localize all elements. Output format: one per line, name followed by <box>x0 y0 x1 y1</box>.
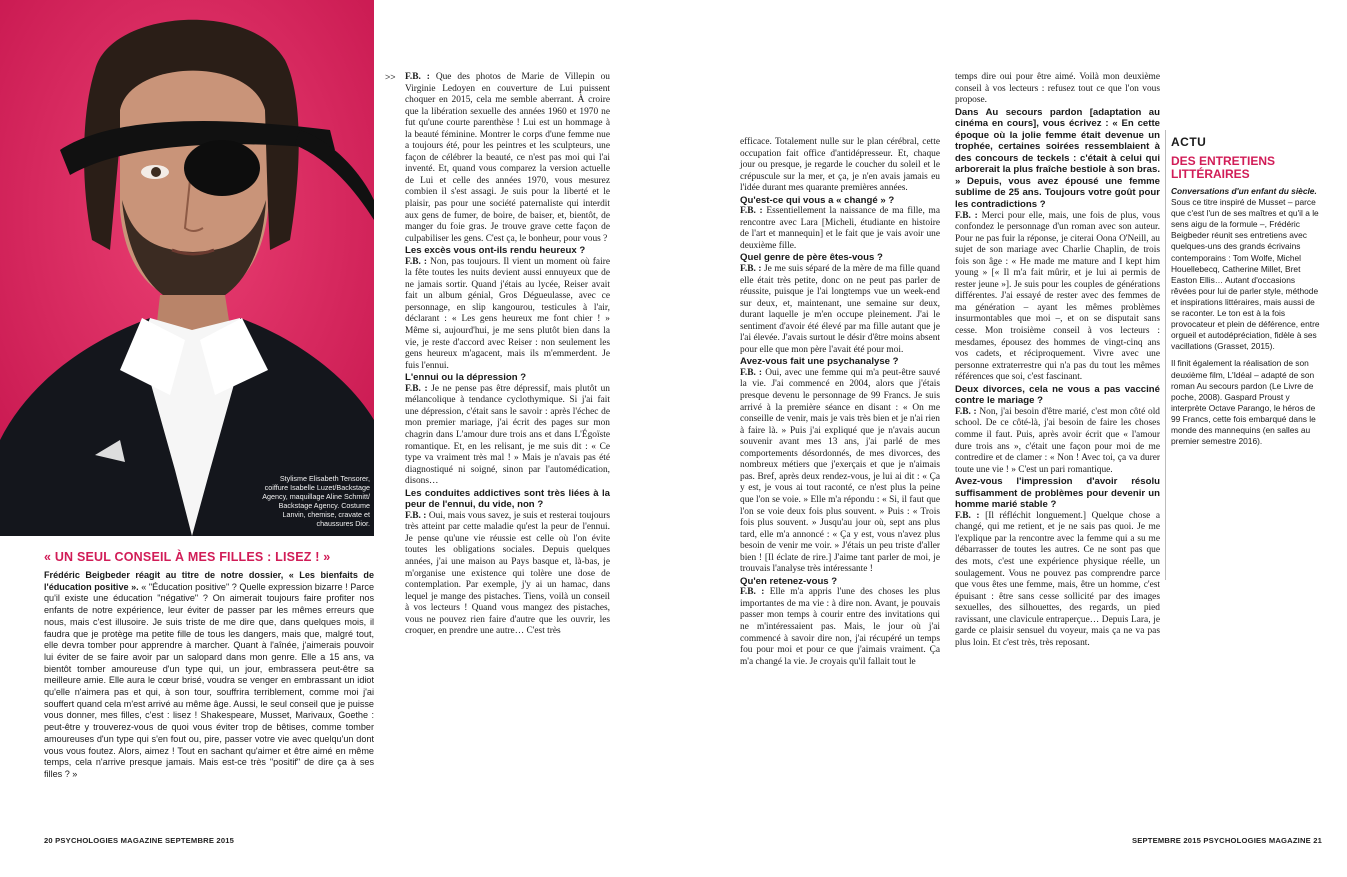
intro-text: « "Éducation positive" ? Quelle expression bizarre ! Parce qu'il existe une éducation "négative" ? On aimerait toujours faire profiter nos enfants de notre expérience, leur éviter de passer par les mêmes erreurs que nous, mais c'est illusoire. Je suis triste de me dire que, dans quelques mois, il faudra que je protège ma petite fille de tous les dangers, mais que, malgré tout, elle devra tomber pour apprendre à marcher. Quant à l'aînée, j'aimerais pouvoir lui éviter de se faire avoir par un salopard dans mon genre. Elle a 15 ans, va bientôt tomber amoureuse d'un type qui, un jour, embrassera peut-être sa meilleure amie. Elle aura le cœur brisé, voudra se venger en embrassant un idiot qu'elle n'aimera pas et qui, à son tour, souffrira terriblement, comme moi j'ai souffert quand cela m'est arrivé au même âge. Aussi, le seul conseil que je puisse vous donner, mes filles, c'est : lisez ! Shakespeare, Musset, Marivaux, Goethe : peut-être y trouverez-vous de quoi vous éviter trop de bêtises, comme tomber amoureuses d'un type qui s'en fout ou, pire, passer votre vie avec quelqu'un dont vous vous foutez. Alors, aimez ! Tout en sachant qu'aimer et être aimé en même temps, cela n'arrive presque jamais. Mais est-ce très "positif" de dire ça à ses filles ? » <box>44 581 374 779</box>
paragraph: temps dire oui pour être aimé. Voilà mon deuxième conseil à vos lecteurs : refusez tout ce que l'on vous propose. <box>955 72 1160 106</box>
answer-text: Elle m'a appris l'une des choses les plus importantes de ma vie : à dire non. Avant, je pouvais passer mon temps à courir entre des invitations qui ne m'intéressaient pas. Mais, le jour où j'ai commencé à savoir dire non, j'ai récupéré un temps fou pour moi et pour ce que j'aimais vraiment. Ça m'a changé la vie. Je croyais qu'il fallait tout le <box>740 587 940 667</box>
interview-answer <box>405 72 610 245</box>
article-column-3 <box>955 72 1160 649</box>
interview-question: L'ennui ou la dépression ? <box>405 372 527 384</box>
intro-lead: Frédéric Beigbeder réagit au titre de notre dossier, « Les bienfaits de l'éducation positive ». <box>44 570 374 592</box>
speaker-label: F.B. : <box>405 383 428 394</box>
sidebar-paragraph-1 <box>1171 186 1321 352</box>
answer-text: Merci pour elle, mais, une fois de plus, vous confondez le personnage d'un roman avec son auteur. Pour ne pas fuir la réponse, je citerai Oona O'Neill, au sujet de son mariage avec Charlie Chaplin, de trois fois son âge : « He made me mature and I kept him young » [« Il m'a fait mûrir, et je lui ai permis de rester jeune »]. Je suis pour les couples de générations différentes. J'ai essayé de rester avec des femmes de ma génération – ayant les mêmes problèmes insurmontables que moi –, et on se disputait sans cesse. Mon troisième conseil à vos lecteurs : mesdames, épousez des hommes de vingt-cinq ans vos cadets, et réciproquement. Vivre avec une personne extraterrestre qui n'a pas du tout les mêmes références que soi, c'est fascinant. <box>955 210 1160 383</box>
sidebar-title: DES ENTRETIENS LITTÉRAIRES <box>1171 154 1276 181</box>
speaker-label: F.B. : <box>955 406 977 417</box>
interview-answer <box>740 206 940 252</box>
interview-answer <box>740 264 940 356</box>
sidebar-p1-text: Sous ce titre inspiré de Musset – parce que c'est l'un de ses maîtres et qu'il a le sens aigu de la formule –, Frédéric Beigbeder réunit ses entretiens avec quelques-uns des grands écrivains contemporains : Tom Wolfe, Michel Houellebecq, Catherine Millet, Bret Easton Ellis… Autant d'occasions rêvées pour lui de parler style, méthode et inspirations littéraires, mais aussi de se raconter. Le ton est à la fois provocateur et plein de déférence, entre orgueil et autodépréciation, fidèle à ses vacillations (Grasset, 2015). <box>1171 197 1320 352</box>
footer-left: 20 PSYCHOLOGIES MAGAZINE SEPTEMBRE 2015 <box>44 836 235 845</box>
speaker-label: F.B. : <box>740 206 763 217</box>
continuation-arrows: >> <box>385 72 396 82</box>
answer-text: Je ne pense pas être dépressif, mais plutôt un mélancolique à tendance cyclothymique. Si j'ai fait une dépression, c'était sans le savoir : après l'échec de mon premier mariage, j'ai écrit des pages sur mon chagrin dans L'amour dure trois ans et dans L'Égoïste romantique. Et, en les relisant, je me suis dit : « Ce type va vraiment très mal ! » Mais je n'avais pas été diagnostiqué ni soigné, sinon par l'automédication, disons… <box>405 383 610 487</box>
answer-text: Que des photos de Marie de Villepin ou Virginie Ledoyen en couverture de Lui puissent choquer en 2015, cela me semble aberrant. À croire que la libération sexuelle des années 1960 et 1970 ne fut qu'une courte parenthèse ! Lui est un hommage à la beauté féminine. Montrer le corps d'une femme nue a toujours été, pour les peintres et les sculpteurs, une façon de célébrer la beauté, ce n'est pas moi qui l'ai inventé. Et, quand vous comparez la version actuelle de Lui et celle des années 1970, vous mesurez combien il s'est assagi. Je suis pour la liberté et le plaisir, pas pour une société paternaliste qui interdit aux gens de fumer, de boire, de baiser, et, bientôt, de manger du foie gras. Je trouve grave cette façon de culpabiliser les gens. C'est ça, le bonheur, pour vous ? <box>405 72 610 244</box>
portrait-illustration <box>0 0 374 536</box>
interview-answer <box>955 211 1160 384</box>
interview-question: Les excès vous ont-ils rendu heureux ? <box>405 245 586 257</box>
interview-question: Dans Au secours pardon [adaptation au cinéma en cours], vous écrivez : « En cette époque où la jolie femme était devenue un trophée, certaines soirées ressemblaient à des concours de teckels : c'était à celui qui arborerait la plus fraîche bestiole à son bras. » Depuis, vous avez épousé une femme sublime de 25 ans. Toujours votre goût pour les contradictions ? <box>955 106 1160 211</box>
interview-answer <box>740 587 940 668</box>
interview-answer <box>955 511 1160 650</box>
answer-text: [Il réfléchit longuement.] Quelque chose a changé, qui me retient, et je ne sais pas quoi. Je me l'explique par la rencontre avec la femme qui a su me débarrasser de toutes les autres. Ce ne sont pas que des mots, c'est une expérience physique réelle, un soulagement. Vous ne pouvez pas comprendre parce que vous êtes une femme, mais, être un homme, c'est épuisant : être sans cesse sollicité par des images sexuelles, des silhouettes, des regards, un pied ravissant, une clavicule entraperçue… Depuis Lara, je garde ce plaisir sensuel du voyeur, mais ça ne va pas plus loin. Et c'est très, très reposant. <box>955 510 1160 648</box>
interview-question: Qu'est-ce qui vous a « changé » ? <box>740 194 895 206</box>
interview-question: Quel genre de père êtes-vous ? <box>740 252 883 264</box>
speaker-label: F.B. : <box>955 510 980 521</box>
speaker-label: F.B. : <box>405 256 428 267</box>
interview-question: Avez-vous l'impression d'avoir résolu suffisamment de problèmes pour devenir un homme marié stable ? <box>955 476 1160 511</box>
interview-question: Avez-vous fait une psychanalyse ? <box>740 356 899 368</box>
portrait-photo <box>0 0 374 536</box>
answer-text: Non, pas toujours. Il vient un moment où faire la fête toutes les nuits devient aussi ennuyeux que de ne jamais sortir. Quand j'étais au lycée, Reiser avait fait un album génial, Gros Dégueulasse, avec ce personnage, en slip kangourou, testicules à l'air, déclarant : « Les gens heureux me font chier ! » Même si, aujourd'hui, je me sens plutôt bien dans la vie, je reste d'accord avec Reiser : non seulement les gens heureux m'agacent, mais ils m'emmerdent. Je fuis l'ennui. <box>405 256 610 371</box>
answer-text: Essentiellement la naissance de ma fille, ma rencontre avec Lara [Micheli, étudiante en histoire de l'art et mannequin] et le fait que je vais avoir une deuxième fille. <box>740 206 940 251</box>
sidebar-divider <box>1165 130 1166 580</box>
sidebar-body <box>1171 186 1321 453</box>
speaker-label: F.B. : <box>740 367 763 378</box>
interview-answer <box>740 368 940 576</box>
interview-answer <box>405 257 610 372</box>
speaker-label: F.B. : <box>405 510 427 521</box>
speaker-label: F.B. : <box>955 210 978 221</box>
answer-text: Oui, avec une femme qui m'a peut-être sauvé la vie. J'ai commencé en 2004, alors que j'étais presque devenu le personnage de 99 Francs. Je suis arrivé à la première séance en disant : « On me conseille de venir, mais je vais très bien et je n'ai rien à faire là. » Puis j'ai expliqué que je n'avais aucun souvenir avant mes 13 ans, j'ai parlé de mes comportements désordonnés, de mes divorces, des nombreux métiers que j'exerçais et que je n'aimais pas. Bref, après deux rendez-vous, je lui ai dit : « Ça y est, je vous ai tout raconté, ce n'est plus la peine que l'on se voie. » Elle m'a répondu : « Si, il faut que l'on se voie deux fois plus souvent. » Puis : « Trois fois plus souvent. » Jusqu'au jour où, sept ans plus tard, elle m'a annoncé : « Ça y est, vous n'avez plus besoin de venir me voir. » J'étais un peu triste d'aller bien ! [Il éclate de rire.] J'aime tant parler de moi, je trouvais l'analyse très intéressante ! <box>740 367 940 575</box>
pull-quote-title: « UN SEUL CONSEIL À MES FILLES : LISEZ ! » <box>44 550 331 564</box>
intro-paragraph <box>44 570 374 781</box>
interview-question: Deux divorces, cela ne vous a pas vacciné contre le mariage ? <box>955 383 1160 407</box>
interview-answer <box>405 511 610 638</box>
interview-question: Qu'en retenez-vous ? <box>740 575 838 587</box>
sidebar-paragraph-2: Il finit également la réalisation de son deuxième film, L'Idéal – adapté de son roman Au secours pardon (Le Livre de poche, 2008). Gaspard Proust y interprète Octave Parango, le héros de 99 Francs, cette fois embarqué dans le monde des mannequins (en salles au premier semestre 2016). <box>1171 358 1316 447</box>
speaker-label: F.B. : <box>405 72 430 82</box>
footer-right: SEPTEMBRE 2015 PSYCHOLOGIES MAGAZINE 21 <box>1132 836 1323 845</box>
article-column-2 <box>740 137 940 668</box>
speaker-label: F.B. : <box>740 587 765 598</box>
sidebar-label: ACTU <box>1171 135 1207 149</box>
interview-question: Les conduites addictives sont très liées à la peur de l'ennui, du vide, non ? <box>405 487 610 511</box>
interview-answer <box>955 407 1160 476</box>
speaker-label: F.B. : <box>740 264 762 275</box>
photo-credits: Stylisme Elisabeth Tensorer, coiffure Isabelle Luzet/Backstage Agency, maquillage Aline Schmitt/ Backstage Agency. Costume Lanvin, chemise, cravate et chaussures Dior. <box>262 474 370 528</box>
sidebar-book-title: Conversations d'un enfant du siècle. <box>1171 186 1317 196</box>
answer-text: Oui, mais vous savez, je suis et resterai toujours très atteint par cette maladie qu'est la peur de l'ennui. Je pense qu'une vie réussie est celle où l'on évite toutes les obligations sociales. Depuis quelques années, j'ai une maison au Pays basque et, là-bas, je m'organise une existence qui tolère une dose de contemplation. Par exemple, j'y ai un hamac, dans lequel je mange des pistaches. Tiens, voilà un conseil à vos lecteurs ! Quand vous mangez des pistaches, vous ne pouvez rien faire d'autre que les ouvrir, les croquer, en prendre une autre… C'est très <box>405 510 611 637</box>
article-column-1 <box>405 72 610 638</box>
answer-text: Non, j'ai besoin d'être marié, c'est mon côté old school. De ce côté-là, j'ai besoin de faire les choses comme il faut. Puis, après avoir écrit que « l'amour dure trois ans », c'était une façon pour moi de me contredire et de clamer : « Non ! Avec toi, ça va durer toute une vie ! » C'est un pari romantique. <box>955 406 1160 475</box>
paragraph: efficace. Totalement nulle sur le plan cérébral, cette occupation fait office d'antidépresseur. Et, chaque jour ou presque, je regarde le coucher du soleil et le crépuscule sur la mer, et ça, je n'en avais jamais eu l'idée durant mes quarante premières années. <box>740 137 940 194</box>
interview-answer <box>405 384 610 488</box>
answer-text: Je me suis séparé de la mère de ma fille quand elle était très petite, donc on ne peut pas parler de réussite, puisque je l'ai longtemps vue un week-end sur deux, et, maintenant, une semaine sur deux, durant laquelle je m'en occupe pleinement. J'ai le sentiment d'avoir été élevé par ma fille autant que je l'ai élevée. J'avais surtout le désir d'être moins absent pour elle que mon père l'avait été pour moi. <box>740 264 940 355</box>
